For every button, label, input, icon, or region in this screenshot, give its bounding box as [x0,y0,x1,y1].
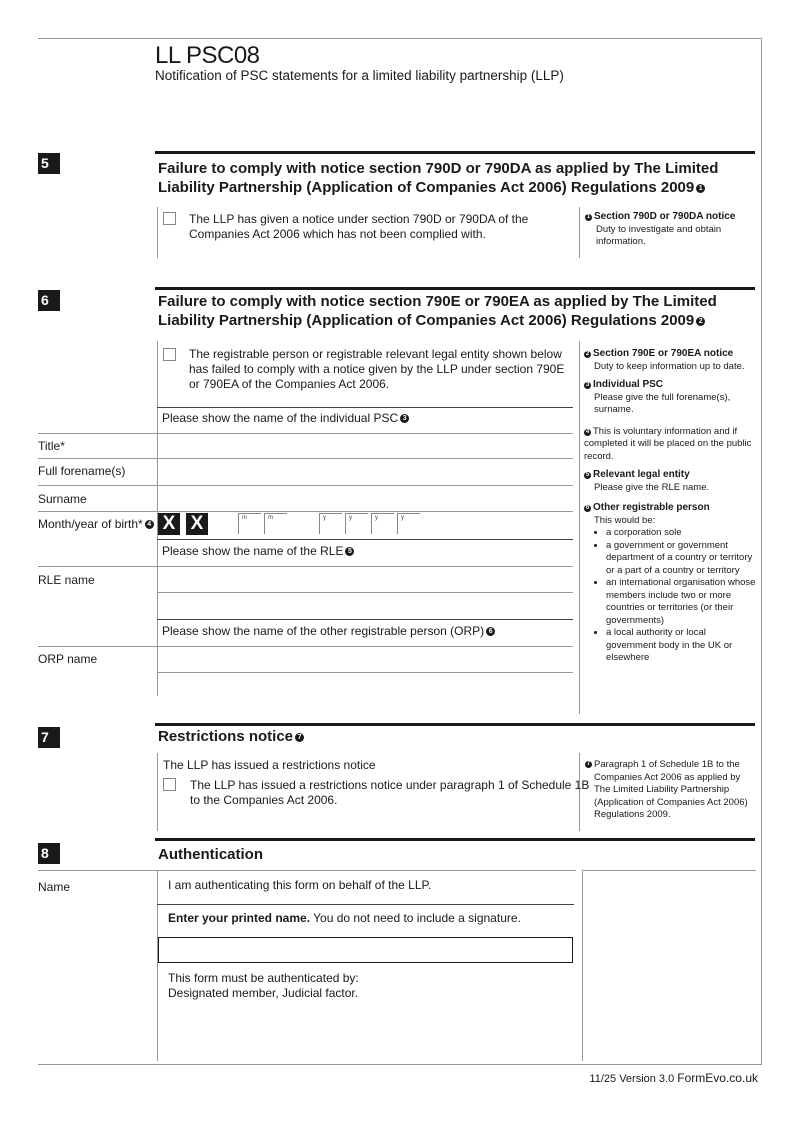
checkbox-restrictions-notice[interactable] [163,778,176,791]
note-ref-icon: 4 [145,520,154,529]
side-note-5 [584,469,756,494]
birth-label [38,517,154,531]
note-ref-icon: 3 [585,382,590,388]
side-note-2-text: Duty to keep information up to date. [594,360,745,372]
birth-year-box-4[interactable] [397,513,420,534]
section-rule-8 [155,838,755,841]
section-number-8: 8 [38,843,60,864]
side-note-4 [584,426,756,464]
side-note-5-text: Please give the RLE name. [594,481,710,493]
side-note-1 [585,211,755,249]
notice-790e-line2: has failed to comply with a notice given by the LLP under section 790E [189,362,565,376]
note-ref-icon: 6 [486,627,495,636]
printed-name-instruction [168,911,521,926]
section-title-7 [158,727,304,746]
note-ref-icon: 7 [295,733,304,742]
note-ref-icon: 5 [345,547,354,556]
birth-month-box-2[interactable] [264,513,287,534]
side-note-6 [584,502,756,665]
year-placeholder: y [401,515,404,521]
divider [582,870,756,871]
year-placeholder: y [349,515,352,521]
section-title-6-line2: Liability Partnership (Application of Companies Act 2006) Regulations 2009 [158,312,695,329]
authentication-requirement-line2: Designated member, Judicial factor. [168,986,359,1000]
list-item: • a corporation sole [606,527,756,540]
note-ref-icon: 2 [696,317,705,326]
printed-name-input[interactable] [158,937,573,963]
authentication-statement: I am authenticating this form on behalf of the LLP. [168,878,432,892]
birth-year-box-1[interactable] [319,513,342,534]
side-note-3-text: Please give the full forename(s), surname. [594,391,731,415]
footer-brand: FormEvo.co.uk [677,1071,758,1085]
rle-name-input-1[interactable] [158,567,573,591]
orp-type-list [584,527,756,665]
notice-790d-line1: The LLP has given a notice under section 790D or 790DA of the [189,212,529,226]
side-note-2-heading: Section 790E or 790EA notice [593,348,734,359]
section-number-7: 7 [38,727,60,748]
note-ref-icon: 7 [586,761,591,767]
side-note-7 [585,759,753,822]
note-ref-icon: 2 [585,351,590,357]
page-frame-top [38,38,762,39]
orp-name-input-1[interactable] [158,647,573,671]
birth-label-text: Month/year of birth* [38,517,143,531]
authentication-requirement-line1: This form must be authenticated by: [168,971,359,985]
section-number-6: 6 [38,290,60,311]
note-ref-icon: 4 [585,428,590,435]
checkbox-notice-790e[interactable] [163,348,176,361]
authentication-requirement [168,971,359,1001]
list-item: • a government or government department of a country or territory or a part of a country or territory [606,540,756,578]
notice-790d-line2: Companies Act 2006 which has not been complied with. [189,227,486,241]
birth-day-box-2: X [186,513,208,535]
section-title-6 [158,292,717,330]
month-placeholder: m [268,515,273,521]
notice-790e-line1: The registrable person or registrable relevant legal entity shown below [189,347,562,361]
notice-790d-text [189,212,528,242]
psc-prompt-text: Please show the name of the individual PSC [162,411,399,425]
restrictions-line1: The LLP has issued a restrictions notice under paragraph 1 of Schedule 1B [190,778,590,792]
restrictions-line2: to the Companies Act 2006. [190,793,338,807]
form-title: Notification of PSC statements for a limited liability partnership (LLP) [155,68,564,83]
birth-month-box-1[interactable] [238,513,261,534]
section-title-5-line2: Liability Partnership (Application of Companies Act 2006) Regulations 2009 [158,179,695,196]
side-notes-6 [584,348,756,665]
side-note-6-heading: Other registrable person [593,502,710,513]
section-title-7-text: Restrictions notice [158,728,294,745]
side-note-3 [584,379,756,417]
section-rule-5 [155,151,755,154]
surname-label: Surname [38,492,87,506]
page-frame-right [761,38,762,1064]
divider [582,870,583,1061]
birth-year-box-2[interactable] [345,513,368,534]
notice-790e-line3: or 790EA of the Companies Act 2006. [189,377,390,391]
list-item: • a local authority or local government body in the UK or elsewhere [606,627,756,665]
divider [157,619,573,620]
forenames-input[interactable] [158,459,573,484]
side-note-2 [584,348,756,373]
section-title-5-line1: Failure to comply with notice section 790D or 790DA as applied by The Limited [158,160,719,177]
orp-prompt [162,624,495,639]
birth-year-box-3[interactable] [371,513,394,534]
rle-prompt-text: Please show the name of the RLE [162,544,344,558]
side-note-6-intro: This would be: [594,514,656,526]
note-ref-icon: 6 [585,505,590,511]
footer-version: 11/25 Version 3.0 [589,1073,675,1085]
divider [38,870,576,871]
note-ref-icon: 3 [400,414,409,423]
side-note-3-heading: Individual PSC [593,379,664,390]
birth-day-box-1: X [158,513,180,535]
orp-name-input-2[interactable] [158,673,573,695]
divider [157,407,573,408]
name-label: Name [38,880,71,894]
forenames-label: Full forename(s) [38,464,126,478]
section-rule-7 [155,723,755,726]
form-code: LL PSC08 [155,42,260,69]
psc-prompt [162,411,409,426]
section-title-6-line1: Failure to comply with notice section 790E or 790EA as applied by The Limited [158,293,717,310]
surname-input[interactable] [158,486,573,510]
title-label: Title* [38,439,65,453]
year-placeholder: y [323,515,326,521]
section-number-5: 5 [38,153,60,174]
month-placeholder: m [242,515,247,521]
checkbox-notice-790d[interactable] [163,212,176,225]
side-note-7-text: Paragraph 1 of Schedule 1B to the Companies Act 2006 as applied by The Limited Liability Partnership (Application of Companies Act 2006) Regulations 2009. [594,759,748,820]
rle-name-input-2[interactable] [158,593,573,617]
footer [589,1071,758,1085]
page-frame-bottom [38,1064,762,1065]
divider [38,511,573,512]
notice-790e-text [189,347,564,392]
list-item: • an international organisation whose members include two or more countries or territories (or their governments) [606,577,756,627]
section-title-8: Authentication [158,846,263,863]
printed-name-rest: You do not need to include a signature. [310,911,521,925]
side-note-1-text: Duty to investigate and obtain information. [596,223,722,247]
side-note-4-text: This is voluntary information and if completed it will be placed on the public record. [584,425,752,462]
restrictions-intro: The LLP has issued a restrictions notice [163,758,376,772]
side-note-5-heading: Relevant legal entity [593,469,690,480]
divider [579,341,580,714]
note-ref-icon: 1 [586,214,591,220]
divider [157,753,158,831]
divider [157,904,574,905]
section-title-5 [158,159,718,197]
printed-name-bold: Enter your printed name. [168,911,311,925]
section-rule-6 [155,287,755,290]
orp-name-label: ORP name [38,652,98,666]
orp-prompt-text: Please show the name of the other registrable person (ORP) [162,624,485,638]
rle-name-label: RLE name [38,573,95,587]
year-placeholder: y [375,515,378,521]
divider [157,207,158,258]
divider [157,870,158,1061]
note-ref-icon: 5 [585,472,590,478]
restrictions-text [190,778,589,808]
side-note-1-heading: Section 790D or 790DA notice [594,211,736,222]
title-input[interactable] [158,434,573,456]
divider [579,207,580,258]
note-ref-icon: 1 [696,184,705,193]
rle-prompt [162,544,354,559]
divider [157,539,573,540]
